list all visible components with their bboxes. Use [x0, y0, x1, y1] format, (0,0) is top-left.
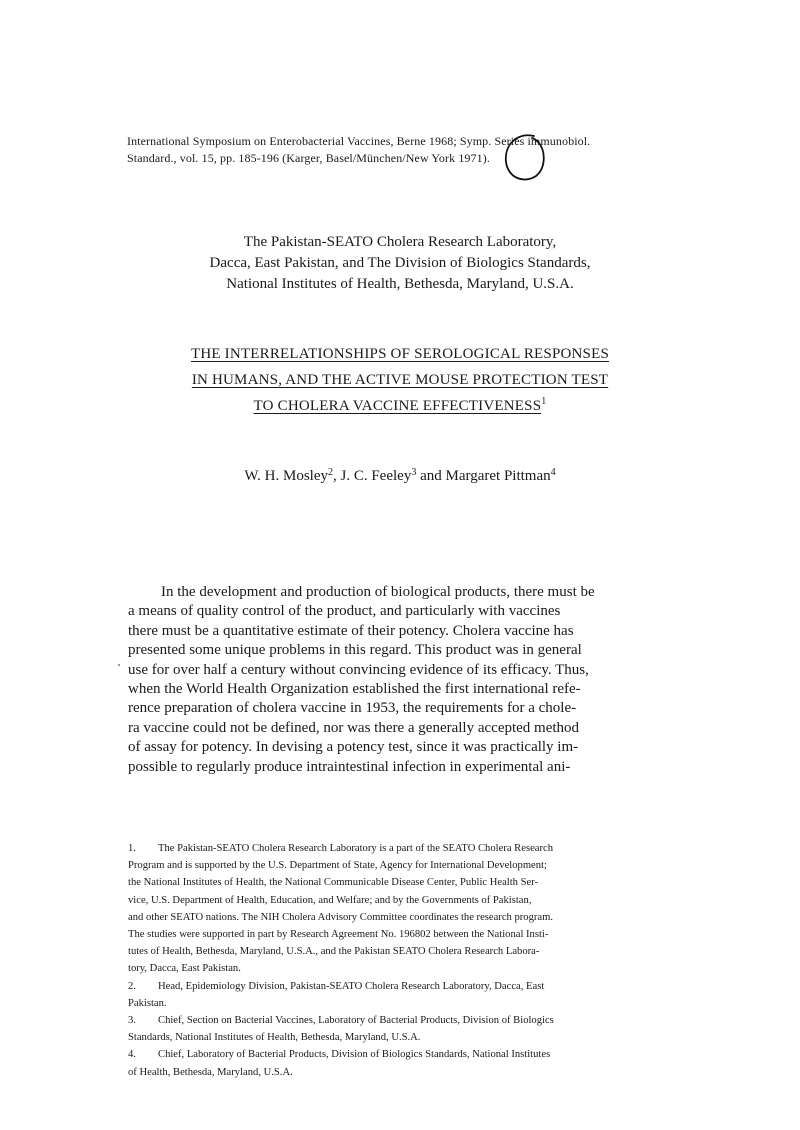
author-name: W. H. Mosley — [244, 468, 328, 484]
body-line: when the World Health Organization established the first international refe- — [128, 681, 581, 698]
title-line — [100, 393, 700, 419]
affiliation-line: Dacca, East Pakistan, and The Division of Biologics Standards, — [209, 255, 591, 271]
footnote-text: Chief, Section on Bacterial Vaccines, Laboratory of Bacterial Products, Division of Biologics — [158, 1015, 554, 1027]
affiliation-line: National Institutes of Health, Bethesda, Maryland, U.S.A. — [226, 276, 574, 292]
footnote-number: 3. — [128, 1015, 136, 1027]
body-line: rence preparation of cholera vaccine in 1953, the requirements for a chole- — [128, 700, 577, 717]
title-line — [100, 341, 700, 367]
body-paragraph — [128, 583, 673, 777]
title-text: THE INTERRELATIONSHIPS OF SEROLOGICAL RESPONSES — [190, 346, 610, 362]
title-text: IN HUMANS, AND THE ACTIVE MOUSE PROTECTION TEST — [191, 372, 609, 388]
author-name: J. C. Feeley — [340, 468, 412, 484]
footnote-number: 4. — [128, 1049, 136, 1061]
footnote-number: 2. — [128, 980, 136, 992]
footnote-line — [128, 978, 688, 995]
footnote-text: The Pakistan-SEATO Cholera Research Laboratory is a part of the SEATO Cholera Research — [158, 843, 553, 854]
author-separator: and — [416, 468, 446, 484]
body-line: use for over half a century without convincing evidence of its efficacy. Thus, — [128, 661, 589, 678]
footnote-line — [128, 1012, 688, 1029]
footnote-line: and other SEATO nations. The NIH Cholera Advisory Committee coordinates the research program. — [128, 911, 554, 923]
author-footnote-mark: 2 — [328, 467, 333, 478]
footnote-line: the National Institutes of Health, the National Communicable Disease Center, Public Health Ser- — [128, 877, 539, 889]
author-name: Margaret Pittman — [445, 468, 551, 484]
footnote-line: Program and is supported by the U.S. Department of State, Agency for International Development; — [128, 860, 547, 872]
body-line: In the development and production of biological products, there must be — [161, 584, 595, 600]
footnote-line: tutes of Health, Bethesda, Maryland, U.S.A., and the Pakistan SEATO Cholera Research Labora- — [128, 946, 540, 958]
footnote-line: Standards, National Institutes of Health, Bethesda, Maryland, U.S.A. — [128, 1032, 421, 1044]
footnote — [128, 1046, 688, 1080]
footnote-text: Chief, Laboratory of Bacterial Products, Division of Biologics Standards, National Institutes — [158, 1049, 551, 1061]
footnote-number: 1. — [128, 843, 136, 854]
author-list — [100, 466, 700, 486]
footnote-line — [128, 840, 688, 857]
paper-title — [100, 341, 700, 419]
body-line: of assay for potency. In devising a potency test, since it was practically im- — [128, 739, 579, 756]
scan-speck — [118, 664, 120, 666]
footnote — [128, 978, 688, 1012]
citation-line: Standard., vol. 15, pp. 185-196 (Karger, Basel/München/New York 1971). — [127, 151, 490, 165]
title-footnote-mark: 1 — [541, 396, 547, 407]
footnote — [128, 1012, 688, 1046]
footnote-line: of Health, Bethesda, Maryland, U.S.A. — [128, 1066, 293, 1078]
body-line: ra vaccine could not be defined, nor was there a generally accepted method — [128, 719, 580, 736]
footnote-text: Head, Epidemiology Division, Pakistan-SEATO Cholera Research Laboratory, Dacca, East — [158, 980, 545, 992]
affiliation-line: The Pakistan-SEATO Cholera Research Laboratory, — [243, 234, 557, 250]
footnote — [128, 840, 688, 978]
body-line: presented some unique problems in this regard. This product was in general — [128, 642, 582, 659]
affiliation — [100, 232, 700, 295]
handwritten-circle-mark — [496, 130, 556, 190]
author-separator: , — [333, 468, 341, 484]
footnote-line: Pakistan. — [128, 997, 167, 1009]
footnote-line: tory, Dacca, East Pakistan. — [128, 963, 241, 975]
citation-header — [127, 133, 687, 167]
body-line: possible to regularly produce intraintestinal infection in experimental ani- — [128, 758, 571, 775]
footnote-line: The studies were supported in part by Research Agreement No. 196802 between the National Insti- — [128, 929, 549, 941]
body-line: there must be a quantitative estimate of their potency. Cholera vaccine has — [128, 622, 574, 639]
author-footnote-mark: 4 — [550, 467, 556, 478]
footnote-line: vice, U.S. Department of Health, Education, and Welfare; and by the Governments of Pakistan, — [128, 894, 532, 906]
title-line — [100, 367, 700, 393]
author-footnote-mark: 3 — [411, 467, 417, 478]
title-text: TO CHOLERA VACCINE EFFECTIVENESS — [253, 398, 542, 414]
footnote-line — [128, 1046, 688, 1063]
footnotes — [128, 840, 688, 1081]
citation-line: International Symposium on Enterobacterial Vaccines, Berne 1968; Symp. Series immunobiol. — [127, 134, 591, 148]
body-line: a means of quality control of the product, and particularly with vaccines — [128, 603, 561, 620]
